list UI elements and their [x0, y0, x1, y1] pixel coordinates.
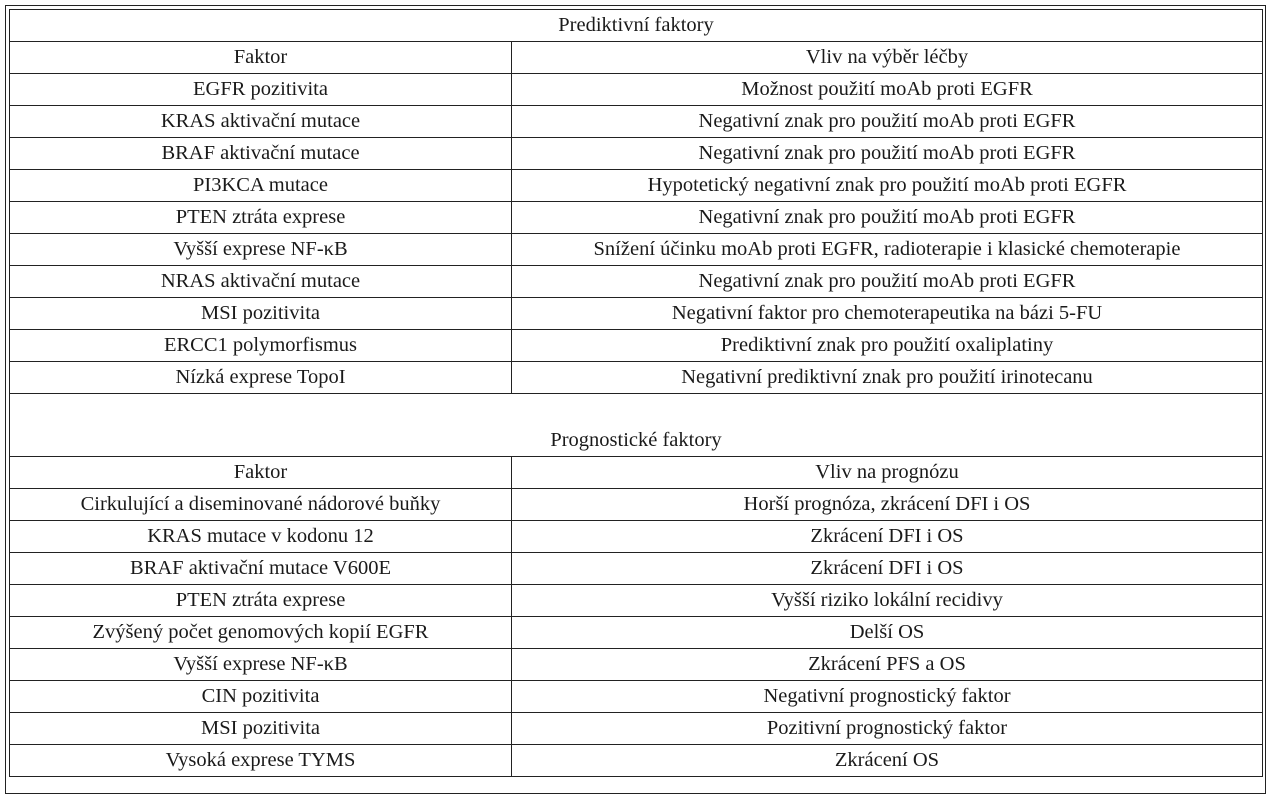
effect-cell: Negativní faktor pro chemoterapeutika na bázi 5-FU: [512, 298, 1263, 330]
section-gap-row: [10, 394, 1263, 425]
effect-cell: Zkrácení PFS a OS: [512, 649, 1263, 681]
effect-cell: Horší prognóza, zkrácení DFI i OS: [512, 489, 1263, 521]
factor-cell: NRAS aktivační mutace: [10, 266, 512, 298]
table-row: [10, 74, 1263, 106]
factor-cell: BRAF aktivační mutace: [10, 138, 512, 170]
factor-cell: ERCC1 polymorfismus: [10, 330, 512, 362]
predictive-header-effect: Vliv na výběr léčby: [512, 42, 1263, 74]
table-row: [10, 106, 1263, 138]
effect-cell: Negativní znak pro použití moAb proti EGFR: [512, 202, 1263, 234]
effect-cell: Vyšší riziko lokální recidivy: [512, 585, 1263, 617]
prognostic-title-row: [10, 424, 1263, 457]
factor-cell: MSI pozitivita: [10, 298, 512, 330]
table-row: [10, 138, 1263, 170]
section-gap-cell: [10, 394, 1263, 425]
factor-cell: EGFR pozitivita: [10, 74, 512, 106]
effect-cell: Negativní znak pro použití moAb proti EGFR: [512, 106, 1263, 138]
table-row: [10, 330, 1263, 362]
table-row: [10, 681, 1263, 713]
factor-cell: Zvýšený počet genomových kopií EGFR: [10, 617, 512, 649]
effect-cell: Negativní prognostický faktor: [512, 681, 1263, 713]
factor-cell: CIN pozitivita: [10, 681, 512, 713]
predictive-header-row: [10, 42, 1263, 74]
factor-cell: Vyšší exprese NF-κB: [10, 649, 512, 681]
predictive-title-row: [10, 10, 1263, 42]
factor-cell: Cirkulující a diseminované nádorové buňky: [10, 489, 512, 521]
prognostic-section-title: Prognostické faktory: [10, 424, 1263, 457]
factor-cell: MSI pozitivita: [10, 713, 512, 745]
predictive-header-factor: Faktor: [10, 42, 512, 74]
table-row: [10, 521, 1263, 553]
effect-cell: Negativní prediktivní znak pro použití irinotecanu: [512, 362, 1263, 394]
factor-cell: KRAS aktivační mutace: [10, 106, 512, 138]
factor-cell: KRAS mutace v kodonu 12: [10, 521, 512, 553]
predictive-section-title: Prediktivní faktory: [10, 10, 1263, 42]
table-row: [10, 553, 1263, 585]
effect-cell: Zkrácení DFI i OS: [512, 521, 1263, 553]
table-row: [10, 234, 1263, 266]
effect-cell: Prediktivní znak pro použití oxaliplatiny: [512, 330, 1263, 362]
effect-cell: Negativní znak pro použití moAb proti EGFR: [512, 266, 1263, 298]
factor-cell: Vysoká exprese TYMS: [10, 745, 512, 777]
table-row: [10, 617, 1263, 649]
table-row: [10, 713, 1263, 745]
effect-cell: Negativní znak pro použití moAb proti EGFR: [512, 138, 1263, 170]
table-row: [10, 649, 1263, 681]
table-row: [10, 170, 1263, 202]
factor-cell: PTEN ztráta exprese: [10, 202, 512, 234]
prognostic-header-row: [10, 457, 1263, 489]
effect-cell: Zkrácení DFI i OS: [512, 553, 1263, 585]
table-row: [10, 489, 1263, 521]
factors-table: [9, 9, 1263, 777]
table-row: [10, 202, 1263, 234]
effect-cell: Pozitivní prognostický faktor: [512, 713, 1263, 745]
effect-cell: Delší OS: [512, 617, 1263, 649]
factor-cell: PI3KCA mutace: [10, 170, 512, 202]
effect-cell: Zkrácení OS: [512, 745, 1263, 777]
prognostic-header-effect: Vliv na prognózu: [512, 457, 1263, 489]
prognostic-header-factor: Faktor: [10, 457, 512, 489]
factor-cell: Nízká exprese TopoI: [10, 362, 512, 394]
factor-cell: Vyšší exprese NF-κB: [10, 234, 512, 266]
factor-cell: BRAF aktivační mutace V600E: [10, 553, 512, 585]
effect-cell: Snížení účinku moAb proti EGFR, radioterapie i klasické chemoterapie: [512, 234, 1263, 266]
factor-cell: PTEN ztráta exprese: [10, 585, 512, 617]
effect-cell: Hypotetický negativní znak pro použití moAb proti EGFR: [512, 170, 1263, 202]
effect-cell: Možnost použití moAb proti EGFR: [512, 74, 1263, 106]
table-row: [10, 745, 1263, 777]
table-row: [10, 362, 1263, 394]
table-row: [10, 298, 1263, 330]
table-row: [10, 585, 1263, 617]
table-row: [10, 266, 1263, 298]
